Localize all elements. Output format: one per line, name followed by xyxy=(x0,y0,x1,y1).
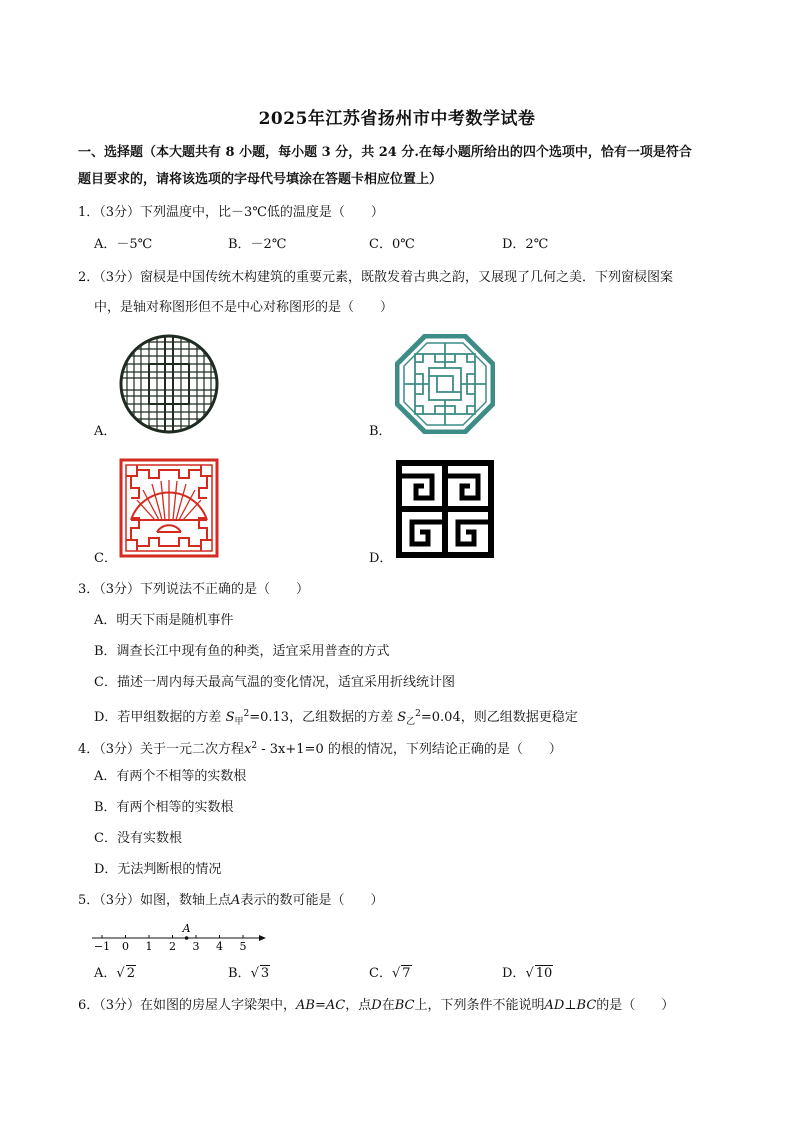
q4-rest: - 3x+1=0 的根的情况，下列结论正确的是（ ） xyxy=(257,742,562,757)
section-instructions-line2: 题目要求的，请将该选项的字母代号填涂在答题卡相应位置上） xyxy=(78,172,443,187)
number-line-tick-label: −1 xyxy=(93,940,111,953)
variance-symbol-2: S xyxy=(397,710,407,725)
q6-bc: BC xyxy=(394,998,415,1013)
q5-option-b xyxy=(228,964,270,984)
q2-option-d-label: D． xyxy=(369,551,393,566)
q6-prefix: 6．（3分）在如图的房屋人字梁架中， xyxy=(78,998,297,1013)
q5-rest: 表示的数可能是（ ） xyxy=(240,893,384,908)
question-5-stem xyxy=(78,891,738,911)
q3-option-b: B．调查长江中现有鱼的种类，适宜采用普查的方式 xyxy=(94,644,390,659)
q5-option-a xyxy=(94,964,136,984)
lattice-c-image xyxy=(119,458,219,558)
q3-option-c: C．描述一周内每天最高气温的变化情况，适宜采用折线统计图 xyxy=(94,675,455,690)
q1-option-d: D．2℃ xyxy=(502,237,549,252)
q4-option-c: C．没有实数根 xyxy=(94,831,182,846)
q4-option-a: A．有两个不相等的实数根 xyxy=(94,769,247,784)
variance-symbol-1: S xyxy=(225,710,235,725)
q5-point: A xyxy=(231,893,241,908)
q5-prefix: 5．（3分）如图，数轴上点 xyxy=(78,893,232,908)
q2-option-b-label: B． xyxy=(369,424,392,439)
q5-option-c-letter: C． xyxy=(369,966,392,981)
q5-option-d xyxy=(502,964,553,984)
sqrt-symbol: √ 3 xyxy=(250,966,270,981)
q4-prefix: 4．（3分）关于一元二次方程 xyxy=(78,742,245,757)
q2-option-c-label: C． xyxy=(94,551,117,566)
q5-option-b-radicand: 3 xyxy=(260,966,270,981)
section-instructions-line1: 一、选择题（本大题共有 8 小题，每小题 3 分，共 24 分.在每小题所给出的四个选项中，恰有一项是符合 xyxy=(78,145,692,160)
q1-option-a: A．－5℃ xyxy=(94,237,153,252)
q6-perp: ⊥ xyxy=(564,998,577,1013)
lattice-a-image xyxy=(119,334,219,434)
number-line-tick-label: 3 xyxy=(192,940,200,953)
page-title: 2025年江苏省扬州市中考数学试卷 xyxy=(258,109,536,129)
q4-option-b: B．有两个相等的实数根 xyxy=(94,800,234,815)
number-line-tick-label: 1 xyxy=(145,940,153,953)
q5-option-c xyxy=(369,964,412,984)
q6-mid: ，点 xyxy=(345,998,372,1013)
q6-ac: AC xyxy=(325,998,346,1013)
number-line-arrow xyxy=(259,935,266,941)
q5-option-a-letter: A． xyxy=(94,966,117,981)
q3-option-d xyxy=(94,704,578,732)
variance-value-2: =0.04，则乙组数据更稳定 xyxy=(420,710,578,725)
q3-option-a: A．明天下雨是随机事件 xyxy=(94,613,234,628)
q1-option-c: C．0℃ xyxy=(369,237,415,252)
sqrt-symbol: √ 2 xyxy=(116,966,135,981)
q6-d: D xyxy=(371,998,382,1013)
sqrt-symbol: √ 7 xyxy=(391,966,411,981)
q1-option-b: B．－2℃ xyxy=(228,237,287,252)
q6-ab: AB xyxy=(296,998,315,1013)
question-4-stem xyxy=(78,736,738,760)
question-2-line2: 中，是轴对称图形但不是中心对称图形的是（ ） xyxy=(94,300,394,315)
question-3-stem: 3．（3分）下列说法不正确的是（ ） xyxy=(78,582,310,597)
number-line-figure xyxy=(90,918,270,954)
point-a-dot xyxy=(185,936,189,940)
q6-ad: AD xyxy=(544,998,565,1013)
question-2-line1: 2．（3分）窗棂是中国传统木构建筑的重要元素，既散发着古典之韵，又展现了几何之美．下列窗棂图案 xyxy=(78,270,674,285)
q4-exponent: 2 xyxy=(251,741,258,751)
variance-subscript-2: 乙 xyxy=(406,717,416,727)
sqrt-symbol: √ 10 xyxy=(525,966,553,981)
question-1-stem: 1．（3分）下列温度中，比－3℃低的温度是（ ） xyxy=(78,205,384,220)
number-line-tick-label: 0 xyxy=(122,940,129,953)
number-line-tick-label: 2 xyxy=(169,940,176,953)
q5-option-b-letter: B． xyxy=(228,966,251,981)
q6-mid2: 上，下列条件不能说明 xyxy=(414,998,545,1013)
lattice-d-image xyxy=(396,460,494,558)
q6-end: 的是（ ） xyxy=(596,998,675,1013)
question-6-stem xyxy=(78,996,738,1016)
q5-option-d-letter: D． xyxy=(502,966,526,981)
q5-option-a-radicand: 2 xyxy=(126,966,135,981)
number-line-tick-label: 5 xyxy=(239,940,247,953)
number-line-tick-label: 4 xyxy=(216,940,223,953)
q3-option-d-prefix: D．若甲组数据的方差 xyxy=(94,710,222,725)
q5-option-d-radicand: 10 xyxy=(535,966,553,981)
q6-eq: = xyxy=(315,998,326,1013)
q2-option-a-label: A． xyxy=(94,424,117,439)
q6-bc2: BC xyxy=(576,998,597,1013)
q6-in: 在 xyxy=(381,998,395,1013)
point-a-label: A xyxy=(182,922,191,935)
variance-subscript-1: 甲 xyxy=(234,717,244,727)
variance-value-1: =0.13，乙组数据的方差 xyxy=(249,710,394,725)
variance-exponent-2: 2 xyxy=(415,709,421,719)
q4-variable: x xyxy=(244,742,252,757)
q5-option-c-radicand: 7 xyxy=(402,966,411,981)
variance-exponent-1: 2 xyxy=(243,709,250,719)
lattice-b-image xyxy=(395,334,495,434)
q4-option-d: D．无法判断根的情况 xyxy=(94,862,222,877)
